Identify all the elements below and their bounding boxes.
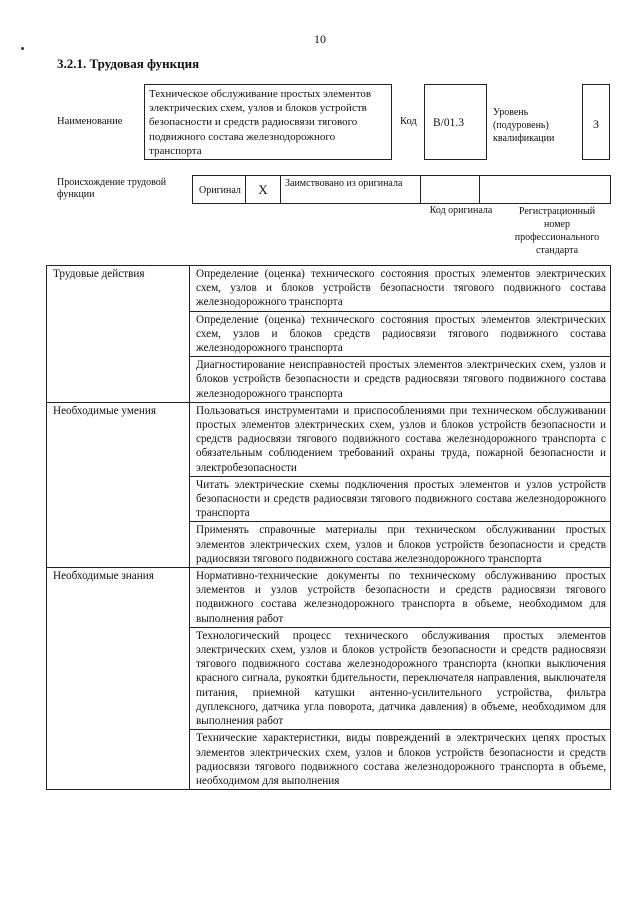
table-row	[47, 568, 611, 628]
description-cell: Пользоваться инструментами и приспособлениями при техническом обслуживании простых элементов электрических схем, узлов и блоков устройств безопасности и средств радиосвязи тягового подвижного состава железнодорожного транспорта с обязательным соблюдением требований охраны труда, пожарной безопасности и электробезопасности	[190, 402, 611, 476]
original-code-cell	[421, 176, 480, 203]
category-cell: Необходимые умения	[47, 402, 190, 567]
registration-number-cell	[480, 176, 610, 203]
description-cell: Технологический процесс технического обслуживания простых элементов электрических схем, узлов и блоков устройств безопасности и средств радиосвязи тягового подвижного состава железнодорожного транспорта (кнопки выключения красного сигнала, рукоятки бдительности, переключателя направления, выключателя питания, приемной катушки антенно-усилительного устройства, фильтра дуплексного, датчика угла поворота, датчика давления) в объеме, необходимом для выполнения работ	[190, 627, 611, 729]
description-cell: Применять справочные материалы при техническом обслуживании простых элементов электрических схем, узлов и блоков устройств безопасности и средств радиосвязи тягового подвижного состава железнодорожного транспорта	[190, 522, 611, 568]
description-cell: Технические характеристики, виды повреждений в электрических цепях простых элементов электрических схем, узлов и блоков устройств безопасности и средств радиосвязи тягового подвижного состава железнодорожного транспорта в объеме, необходимом для выполнения	[190, 730, 611, 790]
scan-dot	[21, 47, 24, 50]
code-box	[424, 84, 487, 160]
table-row	[47, 266, 611, 312]
function-name-box	[144, 84, 392, 160]
qualification-level-value: 3	[593, 117, 599, 131]
borrowed-label: Заимствовано из оригинала	[281, 176, 421, 203]
description-cell: Диагностирование неисправностей простых элементов электрических схем, узлов и блоков устройств безопасности и средств радиосвязи тягового подвижного состава железнодорожного транспорта	[190, 357, 611, 403]
original-mark: X	[246, 176, 281, 203]
category-cell: Необходимые знания	[47, 568, 190, 790]
page-number: 10	[314, 32, 326, 46]
origin-row	[192, 175, 611, 204]
qualification-level-box	[582, 84, 610, 160]
qualification-level-label: Уровень (подуровень) квалификации	[493, 107, 555, 144]
code-label: Код	[400, 116, 417, 127]
name-label: Наименование	[57, 116, 123, 127]
original-code-caption: Код оригинала	[429, 205, 493, 216]
registration-number-caption: Регистрационный номер профессионального стандарта	[514, 206, 600, 256]
function-name: Техническое обслуживание простых элементов электрических схем, узлов и блоков устройств безопасности и средств радиосвязи тягового подвижного состава железнодорожного транспорта	[149, 88, 372, 157]
function-details-table	[46, 265, 611, 790]
description-cell: Определение (оценка) технического состояния простых элементов электрических схем, узлов и блоков устройств безопасности тягового подвижного состава железнодорожного транспорта	[190, 266, 611, 312]
category-cell: Трудовые действия	[47, 266, 190, 403]
original-label: Оригинал	[193, 176, 246, 203]
description-cell: Нормативно-технические документы по техническому обслуживанию простых элементов и узлов устройств безопасности и средств радиосвязи тягового подвижного состава железнодорожного транспорта в объеме, необходимом для выполнения работ	[190, 568, 611, 628]
description-cell: Читать электрические схемы подключения простых элементов и узлов устройств безопасности и средств радиосвязи тягового подвижного состава железнодорожного транспорта	[190, 476, 611, 522]
table-row	[47, 402, 611, 476]
code-value: B/01.3	[433, 117, 464, 129]
description-cell: Определение (оценка) технического состояния простых элементов электрических схем, узлов и блоков средств радиосвязи тягового подвижного состава железнодорожного транспорта	[190, 311, 611, 357]
origin-label: Происхождение трудовой функции	[57, 177, 167, 200]
section-heading: 3.2.1. Трудовая функция	[57, 56, 200, 71]
